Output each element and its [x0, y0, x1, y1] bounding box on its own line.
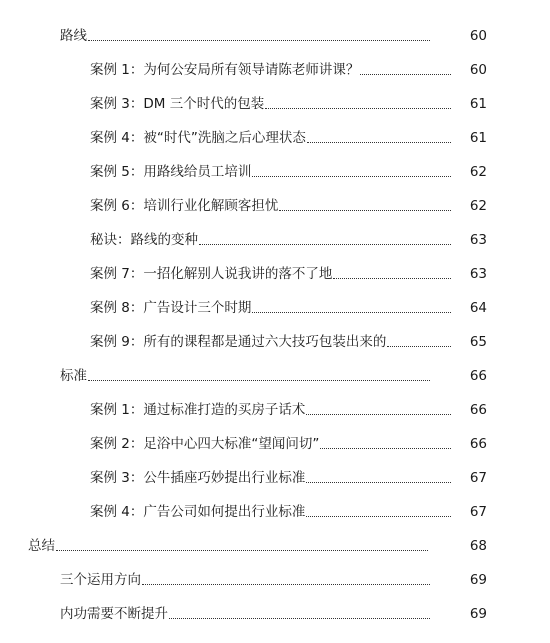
toc-entry-directions: [60, 572, 432, 588]
dot-leader: [88, 380, 430, 381]
toc-entry-page-number: 66: [469, 436, 487, 452]
toc-entry-label: 内功需要不断提升: [60, 606, 168, 622]
dot-leader: [88, 40, 430, 41]
dot-leader: [387, 346, 451, 347]
toc-entry-label: 路线: [60, 28, 87, 44]
toc-entry-case: [90, 164, 453, 180]
dot-leader: [306, 516, 451, 517]
toc-entry-page-number: 63: [469, 232, 487, 248]
toc-entry-page-number: 65: [469, 334, 487, 350]
toc-entry-page-number: 62: [469, 164, 487, 180]
toc-entry-page-number: 69: [469, 572, 487, 588]
toc-entry-label: 案例 1：为何公安局所有领导请陈老师讲课？: [90, 62, 360, 78]
toc-entry-label: 总结: [28, 538, 55, 554]
dot-leader: [252, 312, 451, 313]
toc-entry-page-number: 66: [469, 402, 487, 418]
toc-entry-label: 秘诀：路线的变种: [90, 232, 198, 248]
toc-entry-standard: [60, 368, 432, 384]
toc-entry-case: [90, 402, 453, 418]
dot-leader: [199, 244, 451, 245]
toc-entry-label: 案例 3：DM 三个时代的包装: [90, 96, 265, 112]
toc-entry-case: [90, 504, 453, 520]
dot-leader: [56, 550, 428, 551]
toc-entry-label: 案例 3：公牛插座巧妙提出行业标准: [90, 470, 306, 486]
toc-entry-secret: [90, 232, 453, 248]
toc-entry-case: [90, 266, 453, 282]
toc-entry-case: [90, 62, 453, 78]
dot-leader: [307, 142, 451, 143]
dot-leader: [306, 482, 451, 483]
toc-entry-page-number: 63: [469, 266, 487, 282]
toc-entry-label: 案例 6：培训行业化解顾客担忧: [90, 198, 279, 214]
dot-leader: [265, 108, 451, 109]
toc-entry-page-number: 60: [469, 28, 487, 44]
toc-entry-label: 案例 5：用路线给员工培训: [90, 164, 252, 180]
toc-entry-label: 案例 1：通过标准打造的买房子话术: [90, 402, 306, 418]
toc-entry-case: [90, 470, 453, 486]
dot-leader: [252, 176, 451, 177]
toc-entry-label: 三个运用方向: [60, 572, 141, 588]
toc-entry-inner-skill: [60, 606, 432, 622]
toc-entry-label: 案例 4：广告公司如何提出行业标准: [90, 504, 306, 520]
toc-entry-case: [90, 436, 453, 452]
toc-entry-page-number: 68: [469, 538, 487, 554]
toc-entry-page-number: 61: [469, 96, 487, 112]
toc-entry-page-number: 66: [469, 368, 487, 384]
toc-entry-label: 案例 2：足浴中心四大标准“望闻问切”: [90, 436, 320, 452]
toc-entry-label: 案例 4：被“时代”洗脑之后心理状态: [90, 130, 306, 146]
toc-entry-route: [60, 28, 432, 44]
toc-entry-page-number: 60: [469, 62, 487, 78]
dot-leader: [142, 584, 430, 585]
dot-leader: [360, 74, 451, 75]
toc-entry-page-number: 64: [469, 300, 487, 316]
toc-entry-page-number: 62: [469, 198, 487, 214]
toc-entry-summary: [28, 538, 430, 554]
toc-entry-page-number: 69: [469, 606, 487, 622]
toc-entry-label: 案例 9：所有的课程都是通过六大技巧包装出来的: [90, 334, 387, 350]
toc-entry-page-number: 67: [469, 504, 487, 520]
toc-entry-case: [90, 300, 453, 316]
dot-leader: [333, 278, 451, 279]
toc-entry-page-number: 67: [469, 470, 487, 486]
toc-entry-case: [90, 334, 453, 350]
toc-entry-case: [90, 130, 453, 146]
dot-leader: [279, 210, 451, 211]
toc-entry-case: [90, 96, 453, 112]
dot-leader: [320, 448, 451, 449]
toc-entry-label: 案例 7：一招化解别人说我讲的落不了地: [90, 266, 333, 282]
toc-entry-label: 案例 8：广告设计三个时期: [90, 300, 252, 316]
toc-entry-page-number: 61: [469, 130, 487, 146]
toc-entry-label: 标准: [60, 368, 87, 384]
dot-leader: [306, 414, 451, 415]
toc-entry-case: [90, 198, 453, 214]
dot-leader: [169, 618, 430, 619]
